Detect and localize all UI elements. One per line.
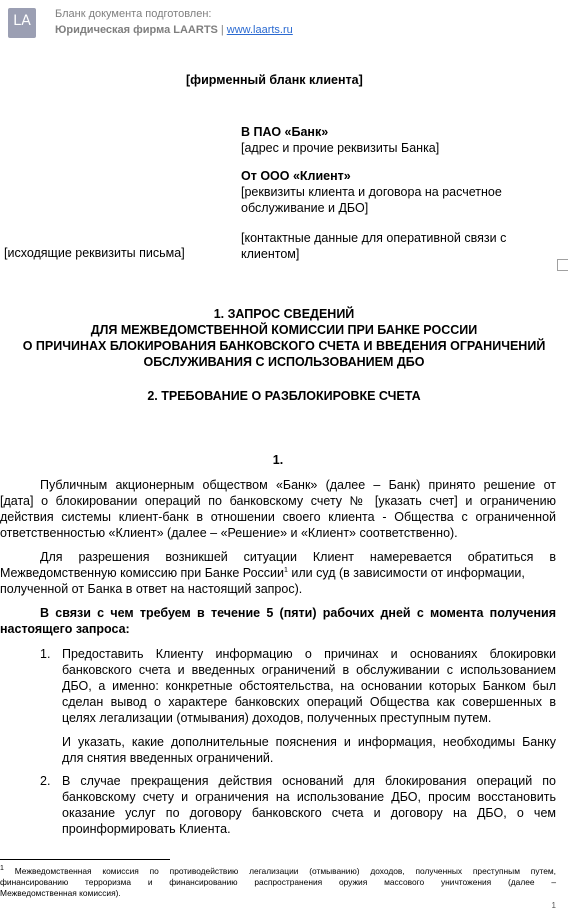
title-line-1: 1. ЗАПРОС СВЕДЕНИЙ bbox=[213, 307, 355, 321]
list-item-2-line-4: проинформировать Клиента. bbox=[62, 822, 231, 836]
p1-line-3: действия системы клиент-банк в отношении своего клиента - Общества с ограниченной bbox=[0, 510, 556, 524]
footnote-separator bbox=[0, 859, 170, 860]
footnote-line-3: Межведомственная комиссия). bbox=[0, 888, 121, 898]
list-item-1-extra-1: И указать, какие дополнительные пояснения и информация, необходимы Банку bbox=[62, 735, 556, 749]
recipient-from: От ООО «Клиент» bbox=[241, 169, 351, 183]
header-prepared-by: Бланк документа подготовлен: bbox=[55, 8, 212, 20]
firm-name: Юридическая фирма LAARTS bbox=[55, 24, 218, 36]
recipient-contacts-2: клиентом] bbox=[241, 247, 300, 261]
footnote-line-2: финансированию терроризма и финансированию распространения оружия массового уничтожения (далее – bbox=[0, 877, 556, 887]
title-line-4: ОБСЛУЖИВАНИЯ С ИСПОЛЬЗОВАНИЕМ ДБО bbox=[143, 355, 425, 369]
firm-logo bbox=[8, 8, 36, 38]
firm-website-link[interactable]: www.laarts.ru bbox=[226, 24, 293, 36]
footnote-ref-1[interactable]: 1 bbox=[284, 566, 288, 574]
list-item-1-number: 1. bbox=[40, 647, 51, 661]
letterhead-placeholder: [фирменный бланк клиента] bbox=[186, 73, 363, 87]
list-item-1-line-2: банковского счета и введенных ограничений в обслуживании с использованием bbox=[62, 663, 556, 677]
p3-line-1: В связи с чем требуем в течение 5 (пяти) рабочих дней с момента получения bbox=[40, 606, 556, 620]
list-item-1-line-1: Предоставить Клиенту информацию о причинах и основаниях блокировки bbox=[62, 647, 556, 661]
p2-line-2a: Межведомственную комиссию при Банке России bbox=[0, 566, 285, 580]
p2-line-3: полученной от Банка в ответ на настоящий запрос). bbox=[0, 582, 303, 596]
list-item-2-line-1: В случае прекращения действия оснований для блокирования операций по bbox=[62, 774, 556, 788]
footnote-1 bbox=[0, 866, 556, 899]
section-number: 1. bbox=[272, 453, 284, 467]
p2-line-2 bbox=[0, 565, 556, 581]
recipient-from-details-2: обслуживание и ДБО] bbox=[241, 201, 369, 215]
list-item-2-number: 2. bbox=[40, 774, 51, 788]
p1-line-4: ответственностью «Клиент» (далее – «Решение» и «Клиент» соответственно). bbox=[0, 526, 458, 540]
p1-line-2: [дата] о блокировании операций по банковскому счету № [указать счет] и ограничению bbox=[0, 494, 556, 508]
p2-line-1: Для разрешения возникшей ситуации Клиент намеревается обратиться в bbox=[40, 550, 556, 564]
title-line-2: ДЛЯ МЕЖВЕДОМСТВЕННОЙ КОМИССИИ ПРИ БАНКЕ РОССИИ bbox=[90, 323, 478, 337]
list-item-1-line-3: ДБО, а именно: конкретные обстоятельства, на основании которых Банком был bbox=[62, 679, 556, 693]
recipient-to-details: [адрес и прочие реквизиты Банка] bbox=[241, 141, 440, 155]
p2-line-2b: или суд (в зависимости от информации, bbox=[287, 566, 525, 580]
list-item-1-line-4: сделан вывод о характере банковских операций Общества как совершенных в bbox=[62, 695, 556, 709]
list-item-2-line-2: банковскому счету и ограничения на использование ДБО, просим восстановить bbox=[62, 790, 556, 804]
footnote-mark: 1 bbox=[0, 865, 4, 873]
list-item-1-extra-2: для снятия введенных ограничений. bbox=[62, 751, 274, 765]
header-separator: | bbox=[220, 24, 224, 36]
logo-text: LA bbox=[13, 13, 31, 29]
recipient-to: В ПАО «Банк» bbox=[241, 125, 329, 139]
recipient-contacts-1: [контактные данные для оперативной связи с bbox=[241, 231, 507, 245]
title-line-3: О ПРИЧИНАХ БЛОКИРОВАНИЯ БАНКОВСКОГО СЧЕТА И ВВЕДЕНИЯ ОГРАНИЧЕНИЙ bbox=[22, 339, 546, 353]
outgoing-details: [исходящие реквизиты письма] bbox=[4, 246, 185, 260]
list-item-2-line-3: оказание услуг по договору банковского счета и договору на ДБО, о чем bbox=[62, 806, 556, 820]
title-line-5: 2. ТРЕБОВАНИЕ О РАЗБЛОКИРОВКЕ СЧЕТА bbox=[147, 389, 421, 403]
header-firm-line bbox=[55, 24, 293, 36]
footnote-line-1: Межведомственная комиссия по противодействию легализации (отмыванию) доходов, полученных преступным путем, bbox=[3, 866, 556, 876]
comment-marker-icon bbox=[557, 259, 568, 271]
p3-line-2: настоящего запроса: bbox=[0, 622, 130, 636]
list-item-1-line-5: целях легализации (отмывания) доходов, полученных преступным путем. bbox=[62, 711, 492, 725]
page-number: 1 bbox=[551, 901, 556, 910]
recipient-from-details-1: [реквизиты клиента и договора на расчетное bbox=[241, 185, 502, 199]
p1-line-1: Публичным акционерным обществом «Банк» (далее – Банк) принято решение от bbox=[40, 478, 556, 492]
